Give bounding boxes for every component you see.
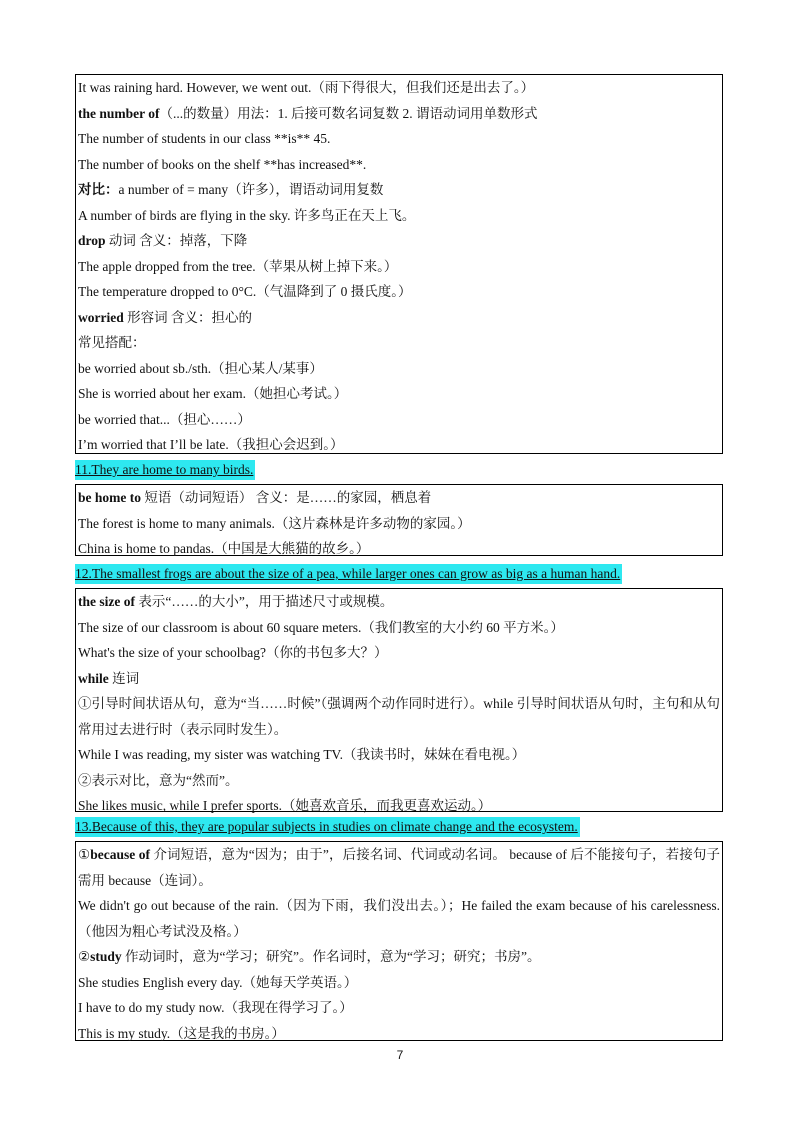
- term-line: [78, 842, 720, 893]
- example-sentence: The temperature dropped to 0°C.（气温降到了 0 摄氏度。）: [78, 284, 412, 299]
- example-sentence: The size of our classroom is about 60 square meters.（我们教室的大小约 60 平方米。）: [78, 619, 564, 635]
- content-box-2: [75, 484, 723, 556]
- term-line: [78, 305, 720, 331]
- term: 对比：: [78, 182, 119, 197]
- example-sentence: While I was reading, my sister was watching TV.（我读书时，妹妹在看电视。）: [78, 747, 526, 762]
- term-line: [78, 177, 720, 203]
- usage-note: ①引导时间状语从句，意为“当……时候”（强调两个动作同时进行）。while 引导时间状语从句时，主句和从句常用过去进行时（表示同时发生）。: [78, 696, 720, 737]
- term-desc: 形容词 含义：担心的: [123, 309, 252, 325]
- term-line: [78, 101, 720, 127]
- term-line: [78, 485, 720, 511]
- term: be home to: [78, 490, 141, 505]
- content-box-3: [75, 588, 723, 812]
- example-sentence: The number of students in our class **is** 45.: [78, 131, 331, 146]
- term-line: [78, 228, 720, 254]
- example-sentence: The apple dropped from the tree.（苹果从树上掉下来。）: [78, 258, 398, 274]
- note-line: 常见搭配：: [78, 335, 146, 350]
- example-sentence: The number of books on the shelf **has increased**.: [78, 156, 367, 172]
- page-number: 7: [396, 1048, 404, 1062]
- example-sentence: I’m worried that I’ll be late.（我担心会迟到。）: [78, 437, 344, 452]
- term-desc: 作动词时，意为“学习；研究”。作名词时，意为“学习；研究；书房”。: [121, 949, 541, 964]
- term-line: [78, 666, 720, 692]
- term: worried: [78, 309, 124, 325]
- content-box-4: [75, 841, 723, 1041]
- term-line: [78, 589, 720, 615]
- example-sentence: This is my study.（这是我的书房。）: [78, 1025, 285, 1041]
- sentence-heading-11: 11.They are home to many birds.: [75, 460, 255, 480]
- term-desc: （...的数量）用法：1. 后接可数名词复数 2. 谓语动词用单数形式: [159, 105, 538, 121]
- example-sentence: She studies English every day.（她每天学英语。）: [78, 974, 358, 990]
- usage-note: ②表示对比，意为“然而”。: [78, 772, 239, 788]
- example-sentence: She is worried about her exam.（她担心考试。）: [78, 386, 348, 401]
- example-sentence: She likes music, while I prefer sports.（她喜欢音乐，而我更喜欢运动。）: [78, 798, 492, 813]
- example-sentence: be worried that...（担心……）: [78, 411, 251, 427]
- term-line: [78, 944, 720, 970]
- example-sentence: The forest is home to many animals.（这片森林是许多动物的家园。）: [78, 515, 471, 531]
- term-desc: 连词: [108, 670, 140, 686]
- sentence-heading-12: 12.The smallest frogs are about the size of a pea, while larger ones can grow as big as a human hand.: [75, 564, 622, 584]
- term: because of: [90, 847, 150, 862]
- term: while: [78, 670, 109, 686]
- term: study: [90, 949, 122, 964]
- term-desc: 短语（动词短语） 含义：是……的家园，栖息着: [141, 490, 432, 505]
- example-sentence: We didn't go out because of the rain.（因为下雨，我们没出去。）；He failed the exam because of his carelessness.（他因为粗心考试没及格。）: [78, 898, 720, 939]
- example-sentence: It was raining hard. However, we went out.（雨下得很大，但我们还是出去了。）: [78, 80, 535, 95]
- term-desc: a number of = many（许多），谓语动词用复数: [118, 182, 384, 197]
- sentence-heading-13: 13.Because of this, they are popular subjects in studies on climate change and the ecosystem.: [75, 817, 580, 837]
- example-sentence: China is home to pandas.（中国是大熊猫的故乡。）: [78, 541, 370, 556]
- circled-number: ②: [78, 949, 91, 964]
- example-sentence: be worried about sb./sth.（担心某人/某事）: [78, 360, 323, 376]
- example-sentence: What's the size of your schoolbag?（你的书包多大？）: [78, 645, 388, 660]
- term: the number of: [78, 105, 160, 121]
- example-sentence: A number of birds are flying in the sky. 许多鸟正在天上飞。: [78, 207, 416, 223]
- content-box-1: [75, 74, 723, 454]
- term: drop: [78, 233, 106, 248]
- term: the size of: [78, 594, 135, 609]
- example-sentence: I have to do my study now.（我现在得学习了。）: [78, 1000, 353, 1015]
- circled-number: ①: [78, 847, 91, 862]
- term-desc: 表示“……的大小”，用于描述尺寸或规模。: [134, 594, 394, 609]
- term-desc: 动词 含义：掉落，下降: [105, 233, 248, 248]
- term-desc: 介词短语，意为“因为；由于”，后接名词、代词或动名词。 because of 后不能接句子，若接句子需用 because（连词）。: [78, 847, 720, 888]
